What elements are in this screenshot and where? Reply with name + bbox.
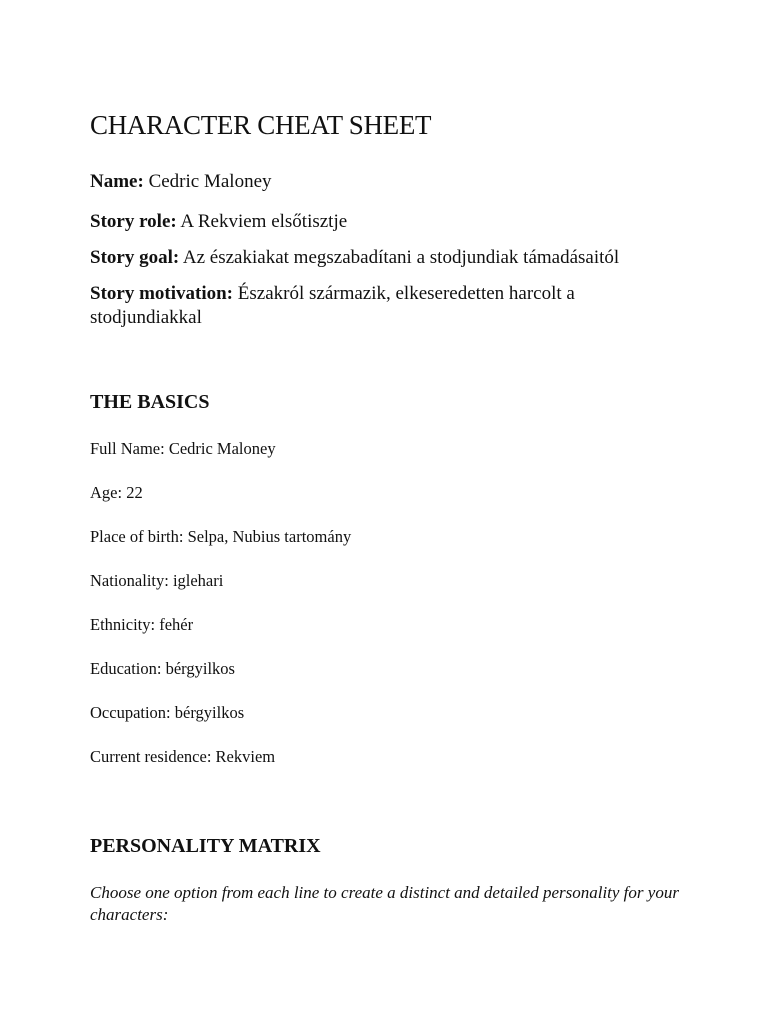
section-heading-basics: THE BASICS — [90, 391, 210, 413]
basics-item-nationality: Nationality: iglehari — [90, 571, 224, 590]
personality-instructions: Choose one option from each line to create a distinct and detailed personality for your characters: — [90, 883, 679, 924]
field-story-goal-label: Story goal: — [90, 247, 180, 268]
field-story-goal-value: Az északiakat megszabadítani a stodjundiak támadásaitól — [182, 247, 620, 268]
field-story-role-label: Story role: — [90, 211, 177, 232]
basics-item-occupation: Occupation: bérgyilkos — [90, 703, 245, 722]
basics-item-place-of-birth: Place of birth: Selpa, Nubius tartomány — [90, 527, 352, 546]
field-name — [90, 170, 272, 194]
field-name-label: Name: — [90, 171, 144, 192]
basics-item-ethnicity: Ethnicity: fehér — [90, 615, 194, 634]
field-story-role-value: A Rekviem elsőtisztje — [180, 211, 348, 232]
basics-item-current-residence: Current residence: Rekviem — [90, 747, 276, 766]
field-story-motivation — [90, 282, 690, 330]
basics-item-age: Age: 22 — [90, 483, 143, 502]
field-story-role — [90, 210, 347, 234]
field-story-goal — [90, 246, 619, 270]
basics-item-education: Education: bérgyilkos — [90, 659, 235, 678]
field-story-motivation-label: Story motivation: — [90, 283, 234, 304]
document-title: CHARACTER CHEAT SHEET — [90, 110, 432, 140]
field-name-value: Cedric Maloney — [148, 171, 272, 192]
field-story-motivation-value: Északról származik, elkeseredetten harcolt a stodjundiakkal — [90, 283, 575, 328]
basics-item-full-name: Full Name: Cedric Maloney — [90, 439, 276, 458]
section-heading-personality-matrix: PERSONALITY MATRIX — [90, 835, 321, 857]
